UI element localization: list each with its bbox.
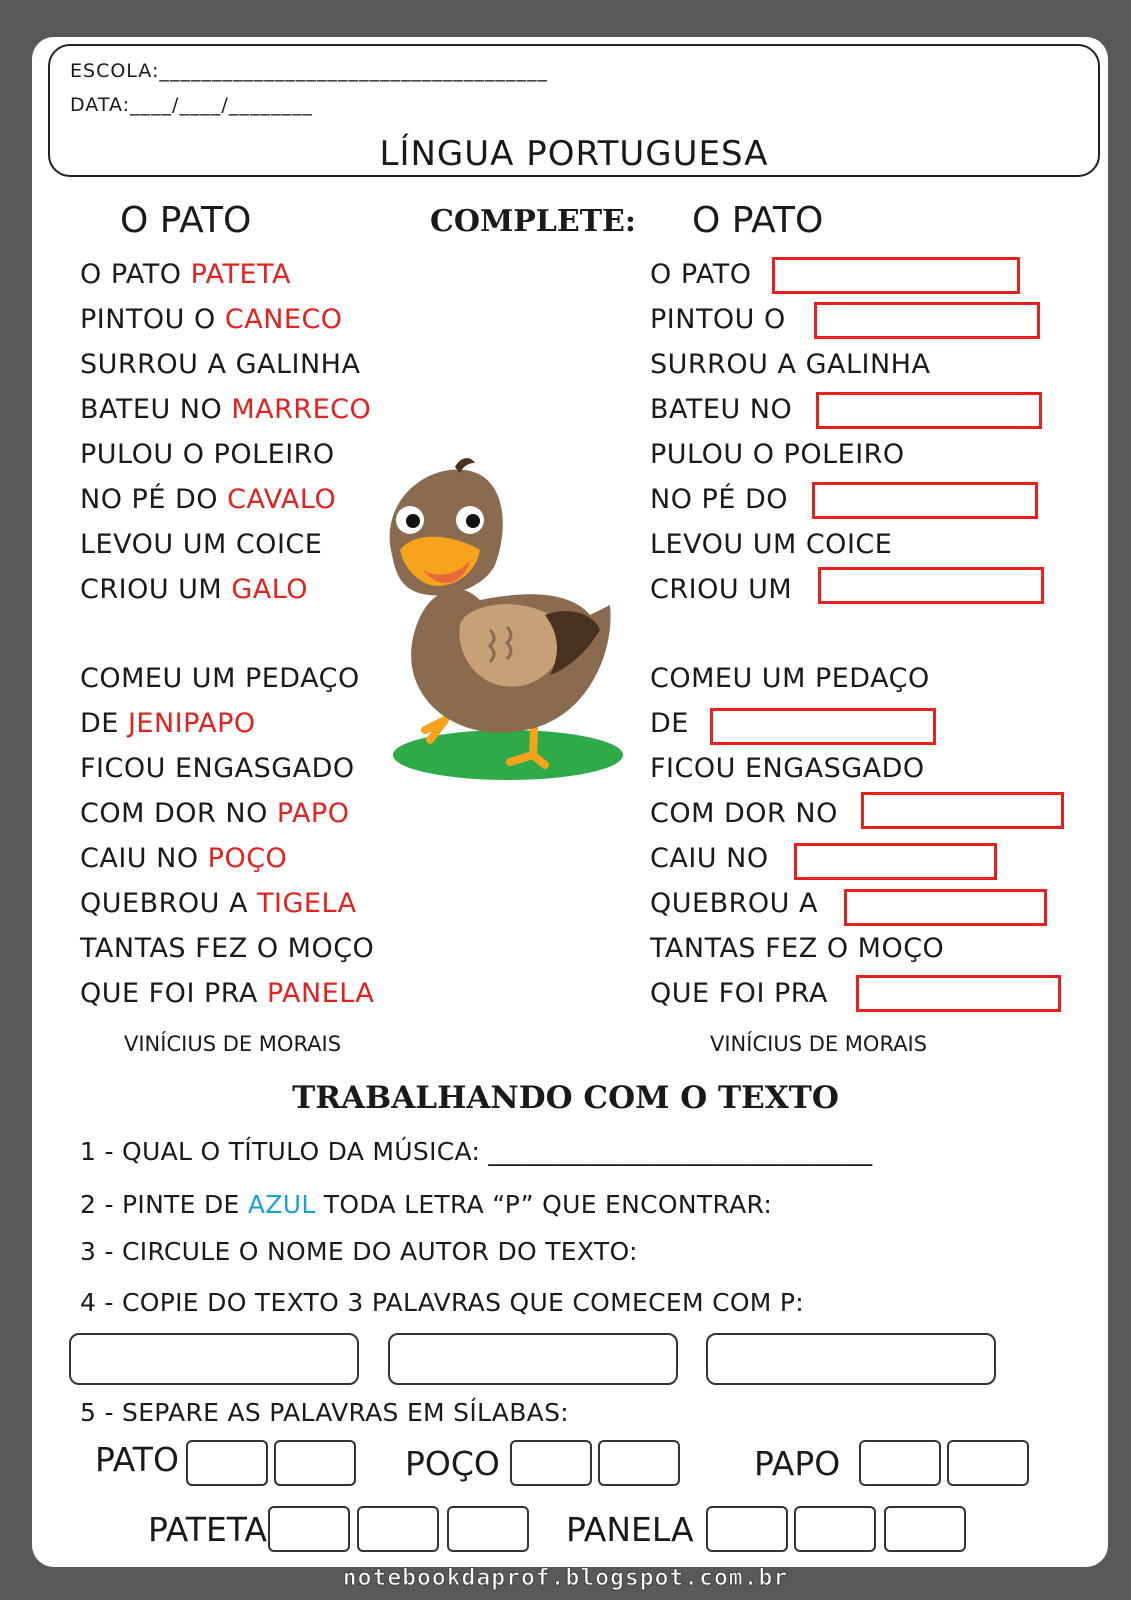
answer-box-caneco[interactable] bbox=[814, 302, 1040, 339]
poem-line: QUE FOI PRA bbox=[650, 978, 828, 1009]
syllable-box[interactable] bbox=[274, 1440, 356, 1486]
poem-line: COMEU UM PEDAÇO bbox=[650, 663, 930, 694]
poem-line: O PATO bbox=[650, 259, 752, 290]
poem-line: O PATO PATETA bbox=[80, 259, 291, 290]
answer-box-word-2[interactable] bbox=[388, 1333, 678, 1385]
poem-line: BATEU NO bbox=[650, 394, 793, 425]
syllable-word-panela: PANELA bbox=[566, 1510, 694, 1549]
answer-box-tigela[interactable] bbox=[844, 889, 1047, 926]
header-box bbox=[48, 44, 1100, 177]
poem-line: COM DOR NO PAPO bbox=[80, 798, 350, 829]
answer-box-word-3[interactable] bbox=[706, 1333, 996, 1385]
complete-label: COMPLETE: bbox=[430, 204, 637, 239]
syllable-box[interactable] bbox=[186, 1440, 268, 1486]
syllable-box[interactable] bbox=[447, 1506, 529, 1552]
left-author: VINÍCIUS DE MORAIS bbox=[124, 1032, 342, 1056]
poem-line: TANTAS FEZ O MOÇO bbox=[80, 933, 375, 964]
poem-line: CRIOU UM bbox=[650, 574, 793, 605]
poem-line: PULOU O POLEIRO bbox=[80, 439, 335, 470]
syllable-box[interactable] bbox=[794, 1506, 876, 1552]
poem-line: NO PÉ DO CAVALO bbox=[80, 484, 337, 515]
poem-line: LEVOU UM COICE bbox=[650, 529, 893, 560]
syllable-word-pato: PATO bbox=[95, 1440, 179, 1479]
answer-box-poco[interactable] bbox=[794, 843, 997, 880]
poem-line: SURROU A GALINHA bbox=[80, 349, 361, 380]
poem-line: PULOU O POLEIRO bbox=[650, 439, 905, 470]
syllable-box[interactable] bbox=[859, 1440, 941, 1486]
question-3: 3 - CIRCULE O NOME DO AUTOR DO TEXTO: bbox=[80, 1237, 638, 1266]
poem-line: QUE FOI PRA PANELA bbox=[80, 978, 375, 1009]
poem-line: SURROU A GALINHA bbox=[650, 349, 931, 380]
duck-illustration bbox=[385, 455, 625, 785]
poem-line: BATEU NO MARRECO bbox=[80, 394, 372, 425]
answer-box-jenipapo[interactable] bbox=[710, 708, 936, 745]
poem-line: NO PÉ DO bbox=[650, 484, 788, 515]
syllable-box[interactable] bbox=[947, 1440, 1029, 1486]
syllable-box[interactable] bbox=[268, 1506, 350, 1552]
poem-line: DE bbox=[650, 708, 689, 739]
answer-box-galo[interactable] bbox=[818, 567, 1044, 604]
answer-box-marreco[interactable] bbox=[816, 392, 1042, 429]
subject-title: LÍNGUA PORTUGUESA bbox=[379, 134, 769, 174]
syllable-box[interactable] bbox=[510, 1440, 592, 1486]
poem-line: QUEBROU A bbox=[650, 888, 818, 919]
date-field: DATA:____/____/________ bbox=[70, 94, 313, 116]
question-2: 2 - PINTE DE AZUL TODA LETRA “P” QUE ENCONTRAR: bbox=[80, 1190, 773, 1219]
poem-line: TANTAS FEZ O MOÇO bbox=[650, 933, 945, 964]
syllable-box[interactable] bbox=[706, 1506, 788, 1552]
poem-line: CAIU NO bbox=[650, 843, 769, 874]
answer-box-word-1[interactable] bbox=[69, 1333, 359, 1385]
poem-line: COMEU UM PEDAÇO bbox=[80, 663, 360, 694]
poem-line: CAIU NO POÇO bbox=[80, 843, 288, 874]
poem-line: PINTOU O CANECO bbox=[80, 304, 343, 335]
poem-line: DE JENIPAPO bbox=[80, 708, 256, 739]
section-title: TRABALHANDO COM O TEXTO bbox=[292, 1080, 839, 1116]
answer-box-cavalo[interactable] bbox=[812, 482, 1038, 519]
question-5: 5 - SEPARE AS PALAVRAS EM SÍLABAS: bbox=[80, 1398, 569, 1427]
poem-line: LEVOU UM COICE bbox=[80, 529, 323, 560]
poem-line: QUEBROU A TIGELA bbox=[80, 888, 357, 919]
left-poem-title: O PATO bbox=[120, 200, 252, 241]
question-4: 4 - COPIE DO TEXTO 3 PALAVRAS QUE COMECEM COM P: bbox=[80, 1288, 805, 1317]
syllable-box[interactable] bbox=[357, 1506, 439, 1552]
poem-line: PINTOU O bbox=[650, 304, 786, 335]
poem-line: FICOU ENGASGADO bbox=[650, 753, 925, 784]
answer-box-papo[interactable] bbox=[861, 792, 1064, 829]
poem-line: FICOU ENGASGADO bbox=[80, 753, 355, 784]
answer-box-panela[interactable] bbox=[856, 975, 1061, 1012]
syllable-box[interactable] bbox=[598, 1440, 680, 1486]
syllable-word-poco: POÇO bbox=[405, 1444, 500, 1483]
poem-line: CRIOU UM GALO bbox=[80, 574, 309, 605]
syllable-word-papo: PAPO bbox=[754, 1444, 841, 1483]
syllable-word-pateta: PATETA bbox=[148, 1510, 267, 1549]
school-field: ESCOLA:_____________________________________ bbox=[70, 60, 548, 82]
right-author: VINÍCIUS DE MORAIS bbox=[710, 1032, 928, 1056]
question-1: 1 - QUAL O TÍTULO DA MÚSICA: ______________________________ bbox=[80, 1137, 873, 1166]
footer-url: notebookdaprof.blogspot.com.br bbox=[342, 1565, 789, 1591]
right-poem-title: O PATO bbox=[692, 200, 824, 241]
poem-line: COM DOR NO bbox=[650, 798, 838, 829]
answer-box-pateta[interactable] bbox=[772, 257, 1020, 294]
syllable-box[interactable] bbox=[884, 1506, 966, 1552]
